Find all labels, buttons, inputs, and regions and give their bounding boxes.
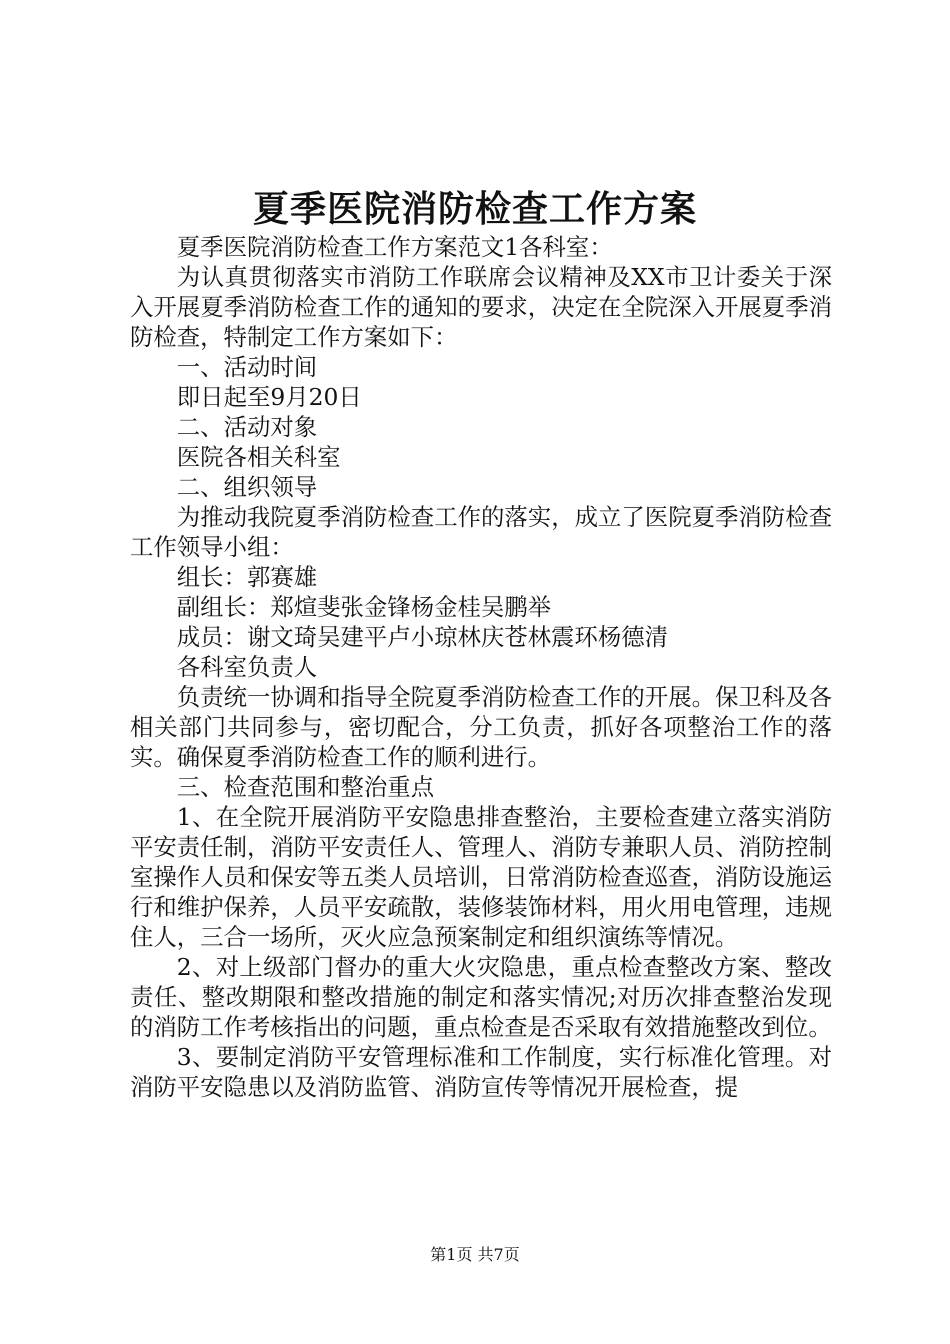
paragraph: 副组长：郑煊斐张金锋杨金桂吴鹏举 bbox=[176, 593, 552, 621]
section-heading: 一、活动时间 bbox=[176, 353, 318, 381]
paragraph: 为认真贯彻落实市消防工作联席会议精神及XX市卫计委关于深入开展夏季消防检查工作的通知的要求，决定在全院深入开展夏季消防检查，特制定工作方案如下： bbox=[130, 263, 832, 351]
page-footer bbox=[0, 1244, 950, 1266]
paragraph: 即日起至9月20日 bbox=[176, 383, 362, 411]
section-heading: 二、活动对象 bbox=[176, 413, 318, 441]
paragraph: 3、要制定消防平安管理标准和工作制度，实行标准化管理。对消防平安隐患以及消防监管、消防宣传等情况开展检查，提 bbox=[130, 1043, 832, 1101]
page-total: 共7页 bbox=[477, 1245, 520, 1264]
paragraph: 夏季医院消防检查工作方案范文1各科室： bbox=[176, 233, 613, 261]
paragraph: 1、在全院开展消防平安隐患排查整治，主要检查建立落实消防平安责任制，消防平安责任人、管理人、消防专兼职人员、消防控制室操作人员和保安等五类人员培训，日常消防检查巡查，消防设施运行和维护保养，人员平安疏散，装修装饰材料，用火用电管理，违规住人，三合一场所，灭火应急预案制定和组织演练等情况。 bbox=[130, 803, 832, 951]
paragraph: 组长：郭赛雄 bbox=[176, 563, 318, 591]
document-body bbox=[130, 232, 832, 1102]
paragraph: 各科室负责人 bbox=[176, 653, 318, 681]
paragraph: 2、对上级部门督办的重大火灾隐患，重点检查整改方案、整改责任、整改期限和整改措施的制定和落实情况;对历次排查整治发现的消防工作考核指出的问题，重点检查是否采取有效措施整改到位。 bbox=[130, 953, 832, 1041]
paragraph: 医院各相关科室 bbox=[176, 443, 341, 471]
paragraph: 负责统一协调和指导全院夏季消防检查工作的开展。保卫科及各相关部门共同参与，密切配合，分工负责，抓好各项整治工作的落实。确保夏季消防检查工作的顺利进行。 bbox=[130, 683, 832, 771]
document-title: 夏季医院消防检查工作方案 bbox=[252, 188, 697, 230]
section-heading: 三、检查范围和整治重点 bbox=[176, 773, 435, 801]
section-heading: 二、组织领导 bbox=[176, 473, 318, 501]
page-number: 第1页 bbox=[430, 1245, 473, 1264]
paragraph: 成员：谢文琦吴建平卢小琼林庆苍林震环杨德清 bbox=[176, 623, 668, 651]
paragraph: 为推动我院夏季消防检查工作的落实，成立了医院夏季消防检查工作领导小组： bbox=[130, 503, 832, 561]
